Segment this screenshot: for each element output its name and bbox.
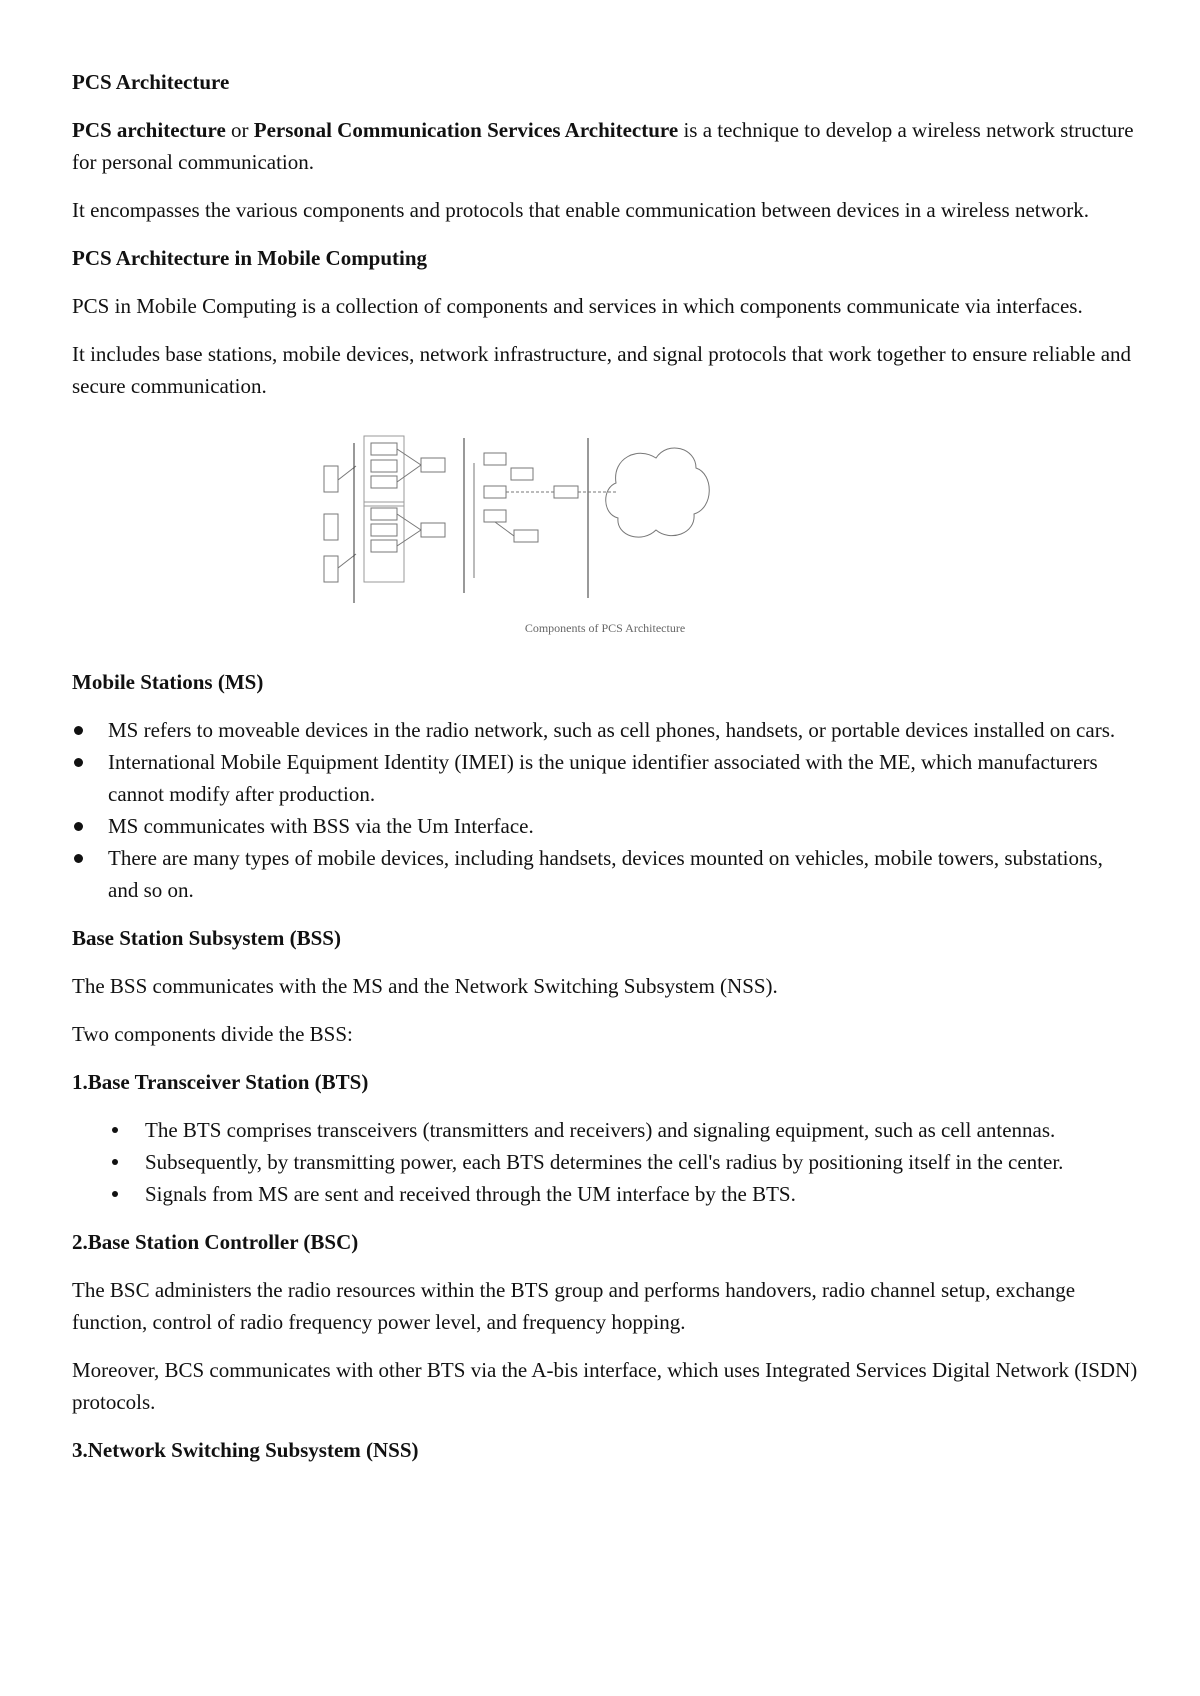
intro-paragraph: [72, 114, 1138, 178]
intro-term-1: PCS architecture: [72, 118, 226, 142]
intro-text-1: or: [225, 118, 254, 142]
list-item: There are many types of mobile devices, including handsets, devices mounted on vehicles, mobile towers, substations, and so on.: [72, 842, 1138, 906]
figure-caption: Components of PCS Architecture: [524, 621, 686, 635]
bts-list: [72, 1114, 1138, 1210]
list-item: Signals from MS are sent and received through the UM interface by the BTS.: [72, 1178, 1138, 1210]
heading-mobile-stations: Mobile Stations (MS): [72, 670, 264, 694]
heading-bts: 1.Base Transceiver Station (BTS): [72, 1070, 369, 1094]
heading-bss: Base Station Subsystem (BSS): [72, 926, 341, 950]
bsc-paragraph-2: Moreover, BCS communicates with other BTS via the A-bis interface, which uses Integrated Services Digital Network (ISDN) protocols.: [72, 1358, 1138, 1414]
heading-mobile-computing: PCS Architecture in Mobile Computing: [72, 246, 428, 270]
pcs-architecture-diagram: [316, 418, 736, 618]
page-title: PCS Architecture: [72, 70, 230, 94]
intro-text-2: is a technique to develop a wireless network structure for personal communication.: [72, 118, 1134, 174]
list-item: MS refers to moveable devices in the radio network, such as cell phones, handsets, or portable devices installed on cars.: [72, 714, 1138, 746]
list-item: The BTS comprises transceivers (transmitters and receivers) and signaling equipment, such as cell antennas.: [72, 1114, 1138, 1146]
list-item: International Mobile Equipment Identity (IMEI) is the unique identifier associated with the ME, which manufacturers cannot modify after production.: [72, 746, 1138, 810]
ms-list: [72, 714, 1138, 906]
list-item: MS communicates with BSS via the Um Interface.: [72, 810, 1138, 842]
document-page: [72, 66, 1138, 1482]
bss-paragraph-2: Two components divide the BSS:: [72, 1022, 353, 1046]
encompasses-paragraph: It encompasses the various components and protocols that enable communication between devices in a wireless network.: [72, 198, 1090, 222]
mobile-paragraph-2: It includes base stations, mobile devices, network infrastructure, and signal protocols that work together to ensure reliable and secure communication.: [72, 342, 1132, 398]
bsc-paragraph-1: The BSC administers the radio resources within the BTS group and performs handovers, radio channel setup, exchange function, control of radio frequency power level, and frequency hopping.: [72, 1278, 1076, 1334]
bss-paragraph-1: The BSS communicates with the MS and the Network Switching Subsystem (NSS).: [72, 974, 778, 998]
mobile-paragraph-1: PCS in Mobile Computing is a collection of components and services in which components communicate via interfaces.: [72, 294, 1083, 318]
list-item: Subsequently, by transmitting power, each BTS determines the cell's radius by positioning itself in the center.: [72, 1146, 1138, 1178]
pcs-architecture-figure: [72, 418, 1138, 658]
heading-nss: 3.Network Switching Subsystem (NSS): [72, 1438, 419, 1462]
heading-bsc: 2.Base Station Controller (BSC): [72, 1230, 359, 1254]
intro-term-2: Personal Communication Services Architecture: [253, 118, 679, 142]
